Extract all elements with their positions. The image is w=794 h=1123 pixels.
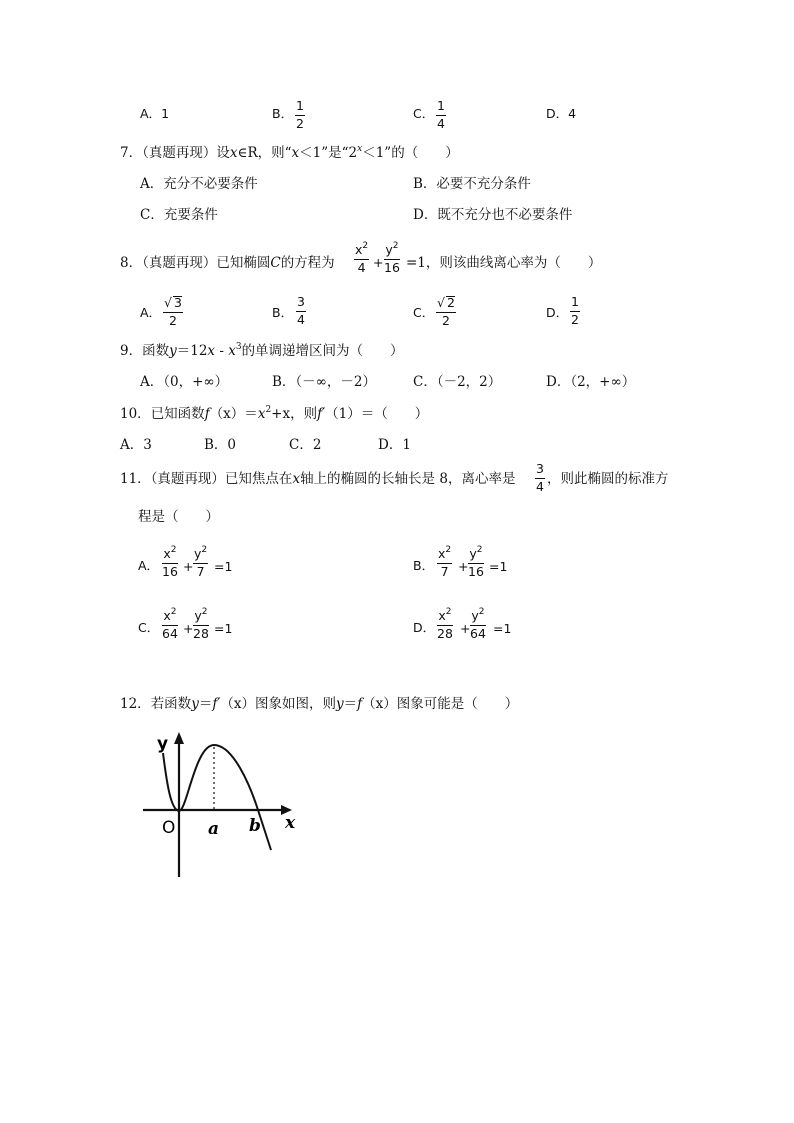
equals-one: =1 [214, 559, 233, 574]
q8-option-b-label: B． [272, 305, 294, 320]
question-number: 9． [120, 343, 143, 359]
option-text: 3 [143, 437, 152, 453]
stem-text: 的方程为 [280, 255, 335, 271]
q8-plus: + [373, 255, 384, 270]
numerator: x [163, 608, 171, 623]
exponent: 2 [362, 241, 369, 251]
question-number: 8． [120, 255, 143, 271]
q10-option-a [120, 439, 152, 453]
math-var: x [229, 145, 238, 161]
option-label: B． [413, 176, 437, 192]
stem-text: （x）＝ [209, 406, 258, 422]
denominator: 16 [162, 563, 178, 579]
exponent: x [357, 144, 363, 154]
stem-text: - [215, 343, 229, 359]
equals-one: =1 [214, 621, 233, 636]
option-label: A． [140, 374, 164, 390]
q11-eccentricity-fraction [535, 463, 545, 493]
stem-text: ＜1”的（ ） [362, 145, 459, 161]
q7-option-c [140, 209, 218, 223]
q6-option-c-fraction [436, 100, 446, 130]
q8-option-a-fraction [163, 296, 183, 327]
q6-option-d [546, 108, 576, 121]
fraction-x [162, 607, 178, 641]
stem-text: 轴上的椭圆的长轴长是 8，离心率是 [300, 471, 516, 487]
option-text: 必要不充分条件 [436, 176, 531, 192]
denominator: 7 [196, 563, 205, 579]
denominator: 2 [296, 115, 304, 131]
q6-option-b-label: B． [272, 106, 294, 121]
q11-stem-line2: 程是（ ） [138, 509, 219, 525]
exponent: 2 [445, 545, 452, 555]
numerator: 3 [535, 463, 545, 479]
numerator: 1 [436, 100, 446, 116]
option-label: C． [138, 620, 160, 635]
x-axis-label: x [285, 813, 296, 833]
option-text: （－∞，－2） [295, 374, 377, 390]
option-label: C． [413, 374, 437, 390]
denominator: 2 [571, 311, 579, 327]
exponent: 2 [201, 607, 208, 617]
q6-option-b-fraction [295, 100, 305, 130]
equals-one: =1 [489, 559, 508, 574]
denominator: 2 [441, 312, 450, 328]
option-text: （－2，2） [436, 374, 502, 390]
math-var: x [291, 145, 300, 161]
denominator: 2 [168, 312, 177, 328]
stem-text: （1）＝（ ） [325, 406, 429, 422]
q8-option-c-label: C． [413, 305, 435, 320]
stem-text: ∈R，则“ [237, 145, 292, 161]
q8-fraction-x [354, 241, 369, 275]
plus-sign: + [183, 559, 194, 574]
option-text: 充分不必要条件 [163, 176, 258, 192]
stem-text: （真题再现）已知椭圆 [142, 255, 271, 271]
q9-option-d [546, 376, 635, 390]
derivative-graph [135, 725, 310, 885]
q10-stem [120, 405, 429, 422]
option-label: C． [289, 437, 313, 453]
numerator: 1 [570, 296, 580, 312]
option-value: 1 [161, 106, 170, 121]
radicand: 3 [173, 295, 182, 310]
q8-option-d-label: D． [546, 305, 569, 320]
q6-option-c-label: C． [413, 106, 435, 121]
q8-option-c-fraction [436, 296, 456, 327]
numerator: x [438, 608, 446, 623]
stem-text: 的单调递增区间为（ ） [241, 343, 404, 359]
q8-option-d-fraction [570, 296, 580, 326]
exponent: 2 [201, 545, 208, 555]
math-var: C [270, 255, 281, 271]
numerator: y [194, 546, 202, 561]
q7-option-a [140, 178, 258, 192]
origin-label: O [162, 818, 176, 838]
stem-text: 已知函数 [150, 406, 205, 422]
fraction-y [193, 545, 208, 579]
numerator: 3 [296, 296, 306, 312]
stem-text: （真题再现）设 [142, 145, 230, 161]
option-text: 2 [312, 437, 322, 453]
q11-stem-left [120, 473, 515, 487]
q7-stem [120, 144, 459, 161]
equals-one: =1 [493, 621, 512, 636]
option-label: D． [413, 207, 438, 223]
numerator: y [194, 608, 202, 623]
stem-text: ＝ [343, 696, 358, 712]
exponent: 2 [265, 405, 272, 415]
option-label: A． [140, 176, 164, 192]
option-value: 4 [568, 106, 577, 121]
fraction-y [468, 545, 484, 579]
numerator: x [438, 546, 446, 561]
plus-sign: + [460, 621, 471, 636]
q10-option-d [378, 439, 411, 453]
q10-option-b [204, 439, 236, 453]
point-a-label: a [208, 819, 220, 839]
q7-option-d [413, 209, 572, 223]
q12-stem [120, 698, 518, 712]
math-var: x [257, 406, 266, 422]
plus-sign: + [458, 559, 469, 574]
denominator: 4 [437, 115, 445, 131]
numerator: y [471, 608, 479, 623]
question-number: 11． [120, 471, 151, 487]
math-var: f′ [212, 696, 221, 712]
exponent: 2 [445, 607, 452, 617]
question-number: 12． [120, 696, 151, 712]
option-label: D． [413, 620, 436, 635]
option-label: C． [140, 207, 164, 223]
denominator: 16 [468, 563, 484, 579]
denominator: 28 [437, 625, 453, 641]
option-text: 既不充分也不必要条件 [437, 207, 573, 223]
q9-option-a [140, 376, 228, 390]
q9-option-c [413, 376, 501, 390]
math-var: x [292, 471, 301, 487]
option-label: D． [378, 437, 403, 453]
stem-text: ＜1”是“2 [299, 145, 358, 161]
option-text: 0 [227, 437, 237, 453]
fraction-x [437, 545, 452, 579]
numerator: x [163, 546, 171, 561]
option-text: 充要条件 [163, 207, 218, 223]
q8-stem-left [120, 257, 335, 271]
fraction-y [470, 607, 486, 641]
plus-sign: + [183, 621, 194, 636]
fraction-x [162, 545, 178, 579]
exponent: 2 [170, 545, 177, 555]
q8-fraction-y [384, 241, 400, 275]
math-var: x [228, 343, 236, 359]
q9-option-b [272, 376, 376, 390]
math-var: x [207, 343, 216, 359]
radicand: 2 [446, 295, 455, 310]
math-var: y [191, 696, 199, 712]
exponent: 2 [478, 607, 485, 617]
stem-text: ＝ [198, 696, 213, 712]
stem-text: （x）图象如图，则 [220, 696, 337, 712]
stem-text: （真题再现）已知焦点在 [150, 471, 293, 487]
option-label: D． [546, 106, 569, 121]
denominator: 4 [357, 259, 366, 275]
denominator: 4 [536, 478, 544, 494]
stem-text: ＝12 [176, 343, 208, 359]
q6-option-a [140, 108, 169, 121]
exponent: 2 [476, 545, 483, 555]
denominator: 7 [440, 563, 449, 579]
numerator: 1 [295, 100, 305, 116]
q8-stem-right: =1，则该曲线离心率为（ ） [406, 255, 602, 271]
q7-option-b [413, 178, 531, 192]
option-label: B． [272, 374, 296, 390]
denominator: 64 [162, 625, 178, 641]
q10-option-c [289, 439, 321, 453]
option-label: A． [140, 106, 162, 121]
option-label: B． [413, 558, 435, 573]
y-axis-label: y [157, 734, 169, 754]
sqrt-icon: √ [164, 295, 172, 310]
option-text: （0，+∞） [163, 374, 229, 390]
stem-text: （x）图象可能是（ ） [362, 696, 519, 712]
denominator: 16 [384, 259, 400, 275]
numerator: y [385, 242, 393, 257]
math-var: y [336, 696, 344, 712]
option-text: 1 [402, 437, 411, 453]
stem-text: 若函数 [150, 696, 192, 712]
sqrt-icon: √ [437, 295, 445, 310]
fraction-x [437, 607, 453, 641]
q8-option-a-label: A． [140, 305, 162, 320]
point-b-label: b [249, 816, 261, 836]
option-label: A． [120, 437, 144, 453]
option-label: D． [546, 374, 571, 390]
stem-text: 函数 [142, 343, 170, 359]
q8-option-b-fraction [296, 296, 306, 326]
exponent: 3 [235, 342, 242, 352]
fraction-y [193, 607, 209, 641]
denominator: 4 [297, 311, 305, 327]
denominator: 28 [193, 625, 209, 641]
option-text: （2，+∞） [570, 374, 636, 390]
q11-stem-right: ，则此椭圆的标准方 [547, 471, 669, 487]
numerator: x [355, 242, 363, 257]
math-var: f [357, 696, 363, 712]
stem-text: +x，则 [271, 406, 318, 422]
option-label: B． [204, 437, 228, 453]
denominator: 64 [470, 625, 486, 641]
math-var: y [169, 343, 177, 359]
y-axis-arrow-icon [174, 732, 184, 744]
q9-stem [120, 342, 404, 359]
math-var: f′ [317, 406, 326, 422]
math-var: f [204, 406, 210, 422]
exponent: 2 [170, 607, 177, 617]
numerator: y [469, 546, 477, 561]
option-label: A． [138, 558, 160, 573]
exponent: 2 [392, 241, 399, 251]
question-number: 7． [120, 145, 143, 161]
question-number: 10． [120, 406, 151, 422]
